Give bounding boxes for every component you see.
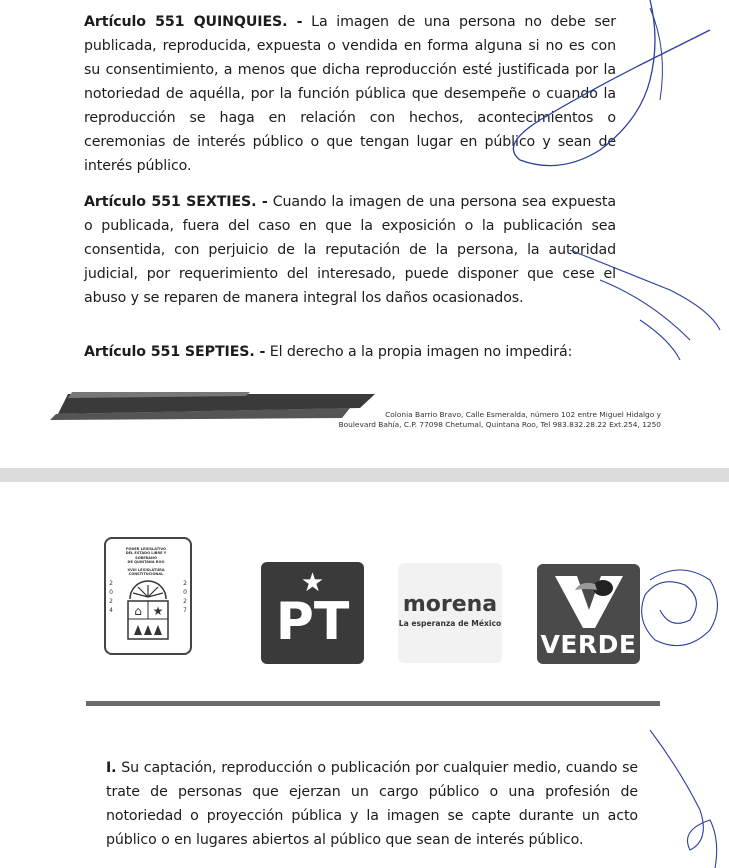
verde-logo-text: VERDE bbox=[540, 630, 637, 659]
congreso-line1: PODER LEGISLATIVO bbox=[125, 547, 167, 551]
congreso-left-digit: 2 bbox=[109, 598, 113, 605]
item-i-text: Su captación, reproducción o publicación por cualquier medio, cuando se trate de personas que ejerzan un cargo público o una profesión de notoriedad o proyección pública y la imagen se capte durante un acto público o en lugares abiertos al público que sean de interés público. bbox=[106, 760, 638, 848]
morena-logo bbox=[398, 563, 502, 663]
footer-address-line2: Boulevard Bahía, C.P. 77098 Chetumal, Quintana Roo, Tel 983.832.28.22 Ext.254, 1250 bbox=[338, 420, 661, 429]
congreso-right-digit: 0 bbox=[183, 589, 187, 596]
article-quinquies-heading: Artículo 551 QUINQUIES. - bbox=[84, 14, 303, 30]
pt-logo bbox=[261, 562, 364, 664]
verde-logo bbox=[537, 564, 640, 664]
article-septies-heading: Artículo 551 SEPTIES. - bbox=[84, 344, 266, 360]
congreso-line4: XVIII LEGISLATURA CONSTITUCIONAL bbox=[127, 567, 165, 577]
article-quinquies-text: La imagen de una persona no debe ser publicada, reproducida, expuesta o vendida en forma alguna si no es con su consentimiento, a menos que dicha reproducción esté justificada por la notoriedad de aquélla, por la función pública que desempeñe o cuando la reproducción se haga en relación con hechos, acontecimientos o ceremonias de interés público o que tengan lugar en público y sean de interés público. bbox=[84, 14, 616, 174]
article-septies-text: El derecho a la propia imagen no impedirá: bbox=[269, 344, 573, 360]
congreso-left-digits bbox=[108, 579, 114, 615]
signature-middle bbox=[560, 230, 729, 370]
article-septies bbox=[84, 340, 616, 364]
pt-logo-text: PT bbox=[275, 592, 350, 652]
morena-logo-text: morena bbox=[402, 592, 498, 617]
svg-text:★: ★ bbox=[152, 604, 164, 618]
verde-toucan-icon bbox=[547, 570, 631, 632]
article-sexties-text: Cuando la imagen de una persona sea expuesta o publicada, fuera del caso en que la exposición o la publicación sea consentida, con perjuicio de la reputación de la persona, la autoridad judicial, por requerimiento del interesado, puede disponer que cese el abuso y se reparen de manera integral los daños ocasionados. bbox=[84, 194, 616, 306]
congreso-left-digit: 0 bbox=[109, 589, 113, 596]
congreso-right-digit: 2 bbox=[183, 598, 187, 605]
congreso-right-digits bbox=[182, 579, 188, 615]
page-separator bbox=[0, 468, 729, 482]
header-divider bbox=[86, 701, 660, 706]
congreso-logo-text bbox=[115, 547, 177, 576]
svg-text:⌂: ⌂ bbox=[134, 604, 142, 618]
congreso-line3: DE QUINTANA ROO bbox=[127, 560, 165, 565]
congreso-emblem bbox=[122, 575, 174, 645]
congreso-left-digit: 4 bbox=[109, 607, 113, 614]
congreso-right-digit: 7 bbox=[183, 607, 187, 614]
item-i bbox=[106, 756, 638, 852]
article-sexties bbox=[84, 190, 616, 310]
congreso-right-digit: 2 bbox=[183, 580, 187, 587]
footer-address bbox=[321, 410, 661, 430]
signature-rubric bbox=[630, 560, 729, 660]
morena-tagline: La esperanza de México bbox=[398, 619, 502, 628]
congreso-line2: DEL ESTADO LIBRE Y SOBERANO bbox=[125, 551, 167, 560]
footer-address-line1: Colonia Barrio Bravo, Calle Esmeralda, número 102 entre Miguel Hidalgo y bbox=[385, 410, 661, 419]
article-sexties-heading: Artículo 551 SEXTIES. - bbox=[84, 194, 268, 210]
congreso-left-digit: 2 bbox=[109, 580, 113, 587]
signature-top bbox=[500, 0, 729, 180]
item-i-numeral: I. bbox=[106, 760, 117, 776]
pt-star-icon: ★ bbox=[300, 568, 325, 598]
congreso-logo bbox=[104, 537, 192, 655]
signature-bottom bbox=[640, 730, 729, 868]
